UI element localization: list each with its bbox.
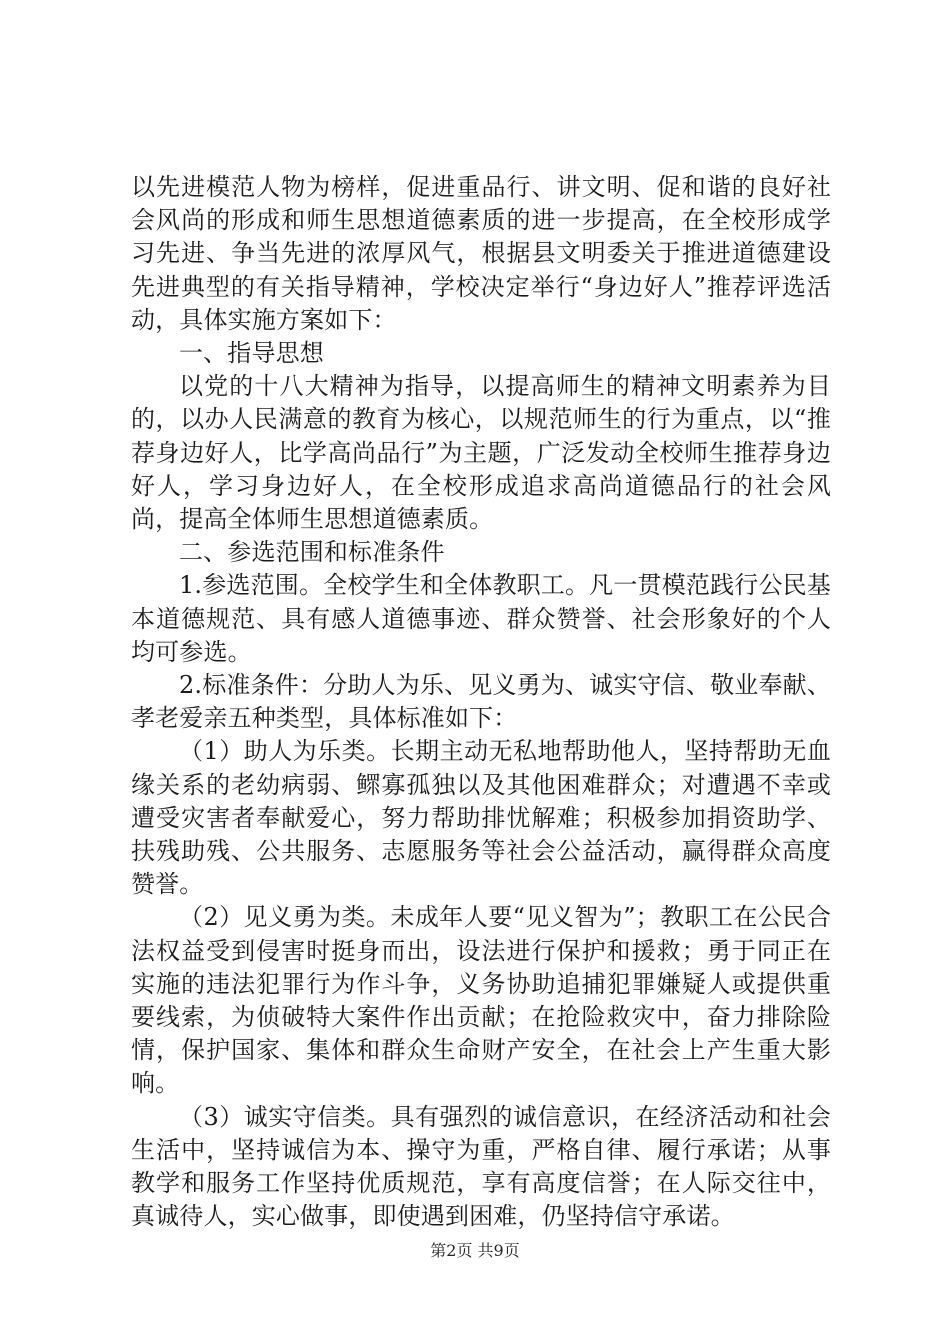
- page-footer: 第2页 共9页: [430, 1241, 520, 1260]
- criteria-item-courage: （2）见义勇为类。未成年人要“见义智为”；教职工在公民合法权益受到侵害时挺身而出，设法进行保护和援救；勇于同正在实施的违法犯罪行为作斗争，义务协助追捕犯罪嫌疑人或提供重要线索，为侦破特大案件作出贡献；在抢险救灾中，奋力排除险情，保护国家、集体和群众生命财产安全，在社会上产生重大影响。: [131, 903, 831, 1098]
- section-heading-guiding-ideology: 一、指导思想: [179, 339, 324, 368]
- guiding-ideology-paragraph: 以党的十八大精神为指导，以提高师生的精神文明素养为目的，以办人民满意的教育为核心，以规范师生的行为重点，以“推荐身边好人，比学高尚品行”为主题，广泛发动全校师生推荐身边好人，学习身边好人，在全校形成追求高尚道德品行的社会风尚，提高全体师生思想道德素质。: [131, 372, 831, 534]
- document-body: [131, 171, 831, 1234]
- criteria-item-helping-others: （1）助人为乐类。长期主动无私地帮助他人，坚持帮助无血缘关系的老幼病弱、鳏寡孤独以及其他困难群众；对遭遇不幸或遭受灾害者奉献爱心，努力帮助排忧解难；积极参加捐资助学、扶残助残、公共服务、志愿服务等社会公益活动，赢得群众高度赞誉。: [131, 737, 831, 899]
- criteria-item-honesty: （3）诚实守信类。具有强烈的诚信意识，在经济活动和社会生活中，坚持诚信为本、操守为重，严格自律、履行承诺；从事教学和服务工作坚持优质规范，享有高度信誉；在人际交往中，真诚待人，实心做事，即使遇到困难，仍坚持信守承诺。: [131, 1102, 831, 1231]
- criteria-paragraph: 2.标准条件：分助人为乐、见义勇为、诚实守信、敬业奉献、孝老爱亲五种类型，具体标准如下：: [131, 671, 831, 733]
- intro-paragraph: 以先进模范人物为榜样，促进重品行、讲文明、促和谐的良好社会风尚的形成和师生思想道德素质的进一步提高，在全校形成学习先进、争当先进的浓厚风气，根据县文明委关于推进道德建设先进典型的有关指导精神，学校决定举行“身边好人”推荐评选活动，具体实施方案如下：: [131, 173, 831, 334]
- scope-paragraph: 1.参选范围。全校学生和全体教职工。凡一贯模范践行公民基本道德规范、具有感人道德事迹、群众赞誉、社会形象好的个人均可参选。: [131, 571, 831, 666]
- section-heading-scope-criteria: 二、参选范围和标准条件: [179, 538, 445, 567]
